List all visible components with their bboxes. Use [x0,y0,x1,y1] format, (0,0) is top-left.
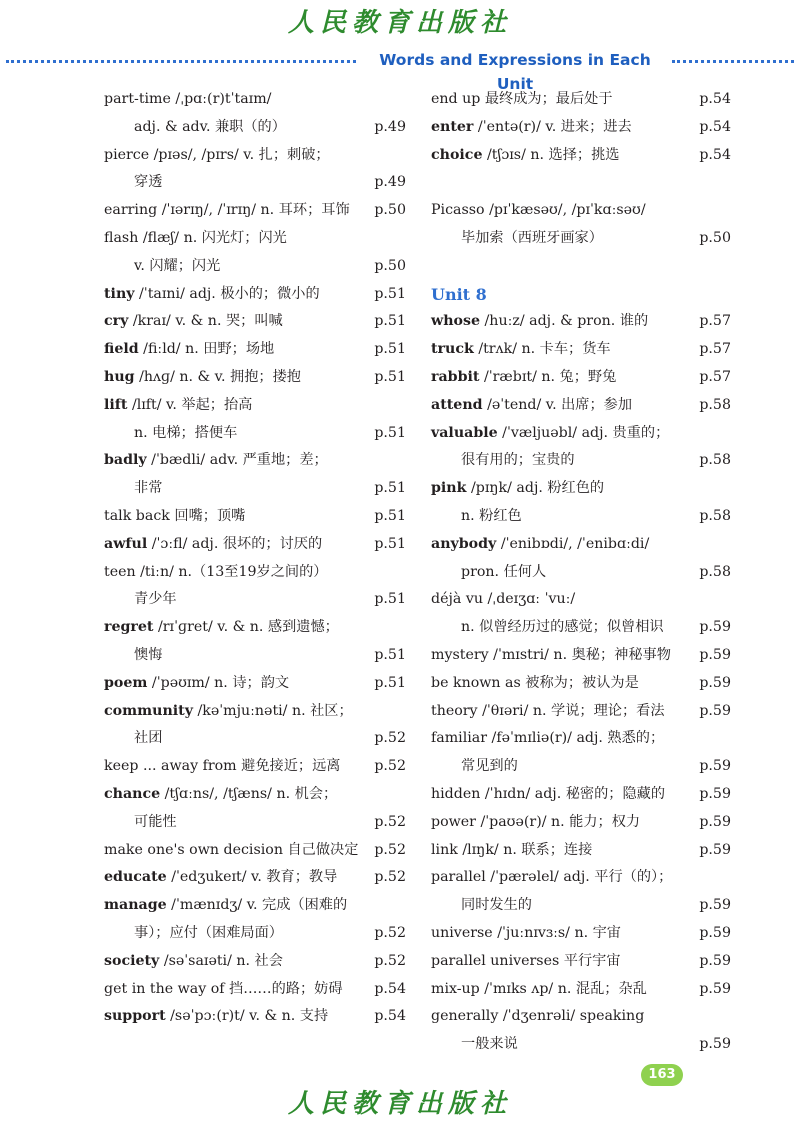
spacer [431,169,731,197]
entry-text [104,531,322,559]
vocab-entry [431,837,731,865]
entry-headword: field [104,341,139,358]
entry-detail: /lɪft/ v. 举起；抬高 [127,396,253,413]
entry-headword: truck [431,341,474,358]
entry-detail: /ˈtaɪni/ adj. 极小的；微小的 [134,285,320,302]
entry-headword: part-time [104,91,171,107]
entry-detail: /ˈθɪəri/ n. 学说；理论；看法 [477,702,665,719]
entry-headword: make one's own decision [104,841,283,858]
entry-definition: 常见到的 [461,758,518,775]
entry-headword: déjà vu [431,591,483,608]
entry-headword: end up [431,91,481,107]
entry-headword: pink [431,480,467,497]
entry-definition: n. 粉红色 [461,507,522,524]
entry-page-ref: p.59 [699,952,731,969]
entry-headword: theory [431,702,478,719]
entry-page-ref: p.52 [374,924,406,941]
vocab-entry [431,336,731,364]
vocab-entry [431,670,731,698]
entry-text [104,614,339,642]
entry-detail: /səˈpɔː(r)t/ v. & n. 支持 [165,1008,329,1025]
entry-headword: pierce [104,146,150,163]
entry-detail: /ˈɔːfl/ adj. 很坏的；讨厌的 [147,535,323,552]
entry-headword: valuable [431,424,498,441]
entry-detail: /ˈmænɪdʒ/ v. 完成（困难的 [166,897,348,914]
entry-headword: badly [104,452,147,469]
vocab-entry [431,864,731,892]
entry-text [431,308,648,336]
entry-definition: adj. & adv. 兼职（的） [134,118,286,135]
entry-detail: /ˈmɪstri/ n. 奥秘；神秘事物 [488,646,671,663]
entry-continuation [104,169,406,197]
vocab-entry [104,753,406,781]
vocab-entry [431,725,731,753]
vocab-entry [431,420,731,448]
vocab-entry [104,86,406,114]
entry-headword: regret [104,619,154,636]
entry-text [431,920,621,948]
entry-page-ref: p.51 [374,674,406,691]
entry-headword: support [104,1008,166,1025]
entry-text [431,531,649,559]
entry-continuation [104,475,406,503]
entry-text [104,447,328,475]
entry-text [104,670,289,698]
entry-detail: 被称为；被认为是 [520,674,639,691]
entry-definition: 一般来说 [461,1036,518,1053]
entry-text [104,225,287,253]
entry-detail: /tiːn/ n.（13至19岁之间的） [135,563,328,580]
vocab-entry [104,892,406,920]
entry-text [431,142,619,170]
entry-page-ref: p.59 [699,924,731,941]
vocab-entry [104,142,406,170]
entry-detail: /kəˈmjuːnəti/ n. 社区； [192,702,353,719]
entry-headword: be known as [431,674,521,691]
entry-page-ref: p.57 [699,368,731,385]
vocab-entry [104,864,406,892]
entry-headword: power [431,813,476,830]
entry-headword: society [104,952,160,969]
entry-page-ref: p.52 [374,758,406,775]
entry-headword: keep ... away from [104,758,237,775]
entry-headword: whose [431,313,481,330]
entry-page-ref: p.59 [699,674,731,691]
entry-text [104,142,330,170]
entry-detail: /ˈpærəlel/ adj. 平行（的）； [485,869,673,886]
entry-page-ref: p.49 [374,174,406,191]
entry-text [104,892,347,920]
entry-headword: mystery [431,646,489,663]
entry-detail: 避免接近；远离 [236,758,341,775]
vocab-entry [431,948,731,976]
vocab-entry [431,364,731,392]
entry-text [431,197,646,225]
entry-headword: educate [104,869,167,886]
entry-page-ref: p.51 [374,368,406,385]
entry-detail: /pɪəs/, /pɪrs/ v. 扎；刺破； [149,146,330,163]
entry-page-ref: p.58 [699,396,731,413]
entry-definition: v. 闪耀；闪光 [134,257,221,274]
entry-page-ref: p.54 [374,980,406,997]
vocab-entry [431,114,731,142]
entry-text [431,364,616,392]
entry-page-ref: p.52 [374,730,406,747]
vocab-entry [431,197,731,225]
vocab-entry [104,503,406,531]
vocab-entry [104,392,406,420]
entry-headword: mix-up [431,980,480,997]
entry-detail: /ˈɪərɪŋ/, /ˈɪrɪŋ/ n. 耳环；耳饰 [157,202,350,219]
vocab-entry [104,559,406,587]
entry-definition: 同时发生的 [461,897,532,914]
entry-headword: teen [104,563,136,580]
entry-continuation [104,642,406,670]
entry-page-ref: p.59 [699,813,731,830]
entry-page-ref: p.54 [699,146,731,163]
dotted-rule-right [672,60,794,63]
entry-continuation [104,725,406,753]
entry-detail: /pɪˈkæsəʊ/, /pɪˈkɑːsəʊ/ [484,202,646,219]
entry-detail: /fiːld/ n. 田野；场地 [138,341,275,358]
entry-headword: anybody [431,535,497,552]
publisher-logo-top: 人民教育出版社 [287,8,512,38]
entry-page-ref: p.49 [374,118,406,135]
entry-page-ref: p.59 [699,841,731,858]
vocab-entry [431,781,731,809]
entry-page-ref: p.54 [699,91,731,107]
entry-page-ref: p.58 [699,507,731,524]
entry-detail: /ˈvæljuəbl/ adj. 贵重的； [497,424,670,441]
entry-text [431,336,611,364]
entry-text [431,86,613,114]
vocab-entry [431,920,731,948]
entry-page-ref: p.51 [374,424,406,441]
unit-title: Unit 8 [431,284,487,304]
entry-continuation [104,420,406,448]
entry-text [104,559,327,587]
entry-headword: link [431,841,458,858]
vocab-entry [104,531,406,559]
entry-text [431,642,671,670]
vocab-entry [431,698,731,726]
entry-page-ref: p.51 [374,480,406,497]
entry-page-ref: p.51 [374,591,406,608]
entry-definition: n. 似曾经历过的感觉；似曾相识 [461,619,664,636]
entry-text [104,281,320,309]
entry-headword: familiar [431,730,488,747]
entry-continuation [431,892,731,920]
vocab-entry [431,976,731,1004]
right-column [431,86,731,1059]
entry-detail: /ˈenibɒdi/, /ˈenibɑːdi/ [496,535,650,552]
entry-detail: /ˈpaʊə(r)/ n. 能力；权力 [475,813,641,830]
entry-text [104,336,274,364]
entry-detail: /trʌk/ n. 卡车；货车 [473,341,611,358]
entry-page-ref: p.58 [699,563,731,580]
entry-headword: hug [104,368,135,385]
entry-headword: tiny [104,285,135,302]
entry-detail: /tʃɔɪs/ n. 选择；挑选 [482,146,620,163]
entry-definition: 毕加索（西班牙画家） [461,229,603,246]
entry-text [104,1003,328,1031]
entry-headword: universe [431,924,493,941]
entry-headword: enter [431,118,474,135]
entry-text [104,948,283,976]
entry-detail: /səˈsaɪəti/ n. 社会 [159,952,283,969]
entry-detail: /hʌɡ/ n. & v. 拥抱；搂抱 [134,368,301,385]
entry-headword: choice [431,146,483,163]
vocab-entry [104,976,406,1004]
entry-page-ref: p.50 [374,202,406,219]
vocab-entry [431,1003,731,1031]
entry-continuation [104,920,406,948]
entry-detail: /ˌdeɪʒɑː ˈvuː/ [483,591,576,608]
entry-detail: 自己做决定 [282,841,359,858]
left-column [104,86,406,1031]
entry-text [431,475,604,503]
entry-detail: /ˈedʒukeɪt/ v. 教育；教导 [166,869,338,886]
vocab-entry [431,531,731,559]
section-header [0,48,800,93]
entry-page-ref: p.57 [699,341,731,358]
entry-continuation [104,586,406,614]
vocab-entry [104,670,406,698]
entry-detail: /ˈentə(r)/ v. 进来；进去 [473,118,632,135]
entry-headword: earring [104,202,158,219]
entry-text [431,392,632,420]
entry-page-ref: p.54 [699,118,731,135]
entry-headword: lift [104,396,128,413]
entry-page-ref: p.52 [374,841,406,858]
entry-text [431,864,672,892]
entry-detail: /ˈmɪks ʌp/ n. 混乱；杂乱 [479,980,647,997]
entry-text [104,837,358,865]
entry-headword: chance [104,785,161,802]
entry-page-ref: p.52 [374,869,406,886]
entry-definition: 青少年 [134,591,177,608]
entry-detail: /ˈdʒenrəli/ speaking [498,1008,645,1025]
vocab-entry [104,197,406,225]
entry-text [431,670,639,698]
vocab-entry [104,614,406,642]
entry-text [431,781,665,809]
entry-page-ref: p.51 [374,646,406,663]
entry-headword: parallel [431,869,486,886]
dotted-rule-left [6,60,356,63]
entry-text [431,725,664,753]
publisher-logo-bottom: 人民教育出版社 [287,1089,512,1119]
entry-continuation [431,503,731,531]
entry-text [431,698,665,726]
entry-detail: 挡……的路；妨碍 [224,980,343,997]
entry-page-ref: p.54 [374,1008,406,1025]
entry-page-ref: p.51 [374,507,406,524]
entry-headword: community [104,702,193,719]
vocab-entry [431,392,731,420]
entry-page-ref: p.52 [374,952,406,969]
entry-text [104,392,252,420]
entry-definition: 社团 [134,730,163,747]
entry-page-ref: p.51 [374,341,406,358]
entry-continuation [431,447,731,475]
entry-text [431,1003,644,1031]
entry-headword: awful [104,535,148,552]
entry-detail: /rɪˈɡret/ v. & n. 感到遗憾； [153,619,339,636]
unit-heading [431,281,731,309]
vocab-entry [431,586,731,614]
spacer [431,253,731,281]
entry-detail: /huːz/ adj. & pron. 谁的 [480,313,649,330]
entry-text [104,753,340,781]
entry-continuation [431,559,731,587]
entry-page-ref: p.58 [699,452,731,469]
entry-detail: 最终成为；最后处于 [480,91,613,107]
vocab-entry [104,225,406,253]
entry-headword: cry [104,313,129,330]
entry-definition: 穿透 [134,174,163,191]
entry-text [431,948,621,976]
vocab-entry [104,948,406,976]
entry-text [104,197,350,225]
entry-detail: /ˈpəʊɪm/ n. 诗；韵文 [147,674,290,691]
entry-detail: /kraɪ/ v. & n. 哭；叫喊 [128,313,283,330]
entry-page-ref: p.57 [699,313,731,330]
entry-text [431,114,632,142]
entry-text [104,308,283,336]
vocab-entry [104,308,406,336]
entry-detail: /əˈtend/ v. 出席；参加 [482,396,633,413]
entry-page-ref: p.51 [374,285,406,302]
vocab-entry [431,142,731,170]
entry-headword: get in the way of [104,980,225,997]
vocab-entry [431,475,731,503]
entry-definition: pron. 任何人 [461,563,547,580]
entry-headword: talk back [104,507,170,524]
entry-page-ref: p.59 [699,758,731,775]
entry-continuation [431,614,731,642]
entry-text [104,976,343,1004]
entry-detail: /ˈjuːnɪvɜːs/ n. 宇宙 [492,924,621,941]
entry-headword: manage [104,897,167,914]
entry-definition: 很有用的；宝贵的 [461,452,575,469]
vocab-entry [431,308,731,336]
entry-page-ref: p.50 [374,257,406,274]
entry-detail: /fəˈmɪliə(r)/ adj. 熟悉的； [487,730,665,747]
entry-headword: poem [104,674,148,691]
entry-page-ref: p.51 [374,313,406,330]
entry-page-ref: p.52 [374,813,406,830]
vocab-entry [104,447,406,475]
entry-page-ref: p.59 [699,646,731,663]
entry-text [431,976,647,1004]
entry-definition: 懊悔 [134,646,163,663]
vocab-entry [104,837,406,865]
entry-text [431,420,669,448]
entry-detail: /ˈbædli/ adv. 严重地；差； [146,452,328,469]
entry-page-ref: p.59 [699,702,731,719]
entry-detail: /ˈræbɪt/ n. 兔；野兔 [479,368,617,385]
entry-page-ref: p.59 [699,785,731,802]
entry-text [431,586,575,614]
entry-continuation [104,114,406,142]
entry-text [104,86,271,114]
entry-headword: attend [431,396,483,413]
entry-detail: /flæʃ/ n. 闪光灯；闪光 [138,229,287,246]
entry-continuation [104,809,406,837]
entry-detail: /lɪŋk/ n. 联系；连接 [457,841,593,858]
entry-continuation [431,753,731,781]
entry-page-ref: p.50 [699,229,731,246]
entry-continuation [431,225,731,253]
page-number-badge: 163 [641,1064,683,1086]
vocab-entry [431,809,731,837]
entry-detail: /tʃɑːns/, /tʃæns/ n. 机会； [160,785,338,802]
entry-headword: hidden [431,785,481,802]
entry-headword: parallel universes [431,952,560,969]
vocab-entry [104,781,406,809]
entry-definition: 可能性 [134,813,177,830]
vocab-entry [104,281,406,309]
vocab-entry [104,1003,406,1031]
entry-page-ref: p.51 [374,535,406,552]
entry-page-ref: p.59 [699,897,731,914]
entry-text [104,864,337,892]
entry-detail: 平行宇宙 [559,952,621,969]
entry-detail: /ˈhɪdn/ adj. 秘密的；隐藏的 [480,785,666,802]
entry-text [431,809,640,837]
entry-headword: generally [431,1008,499,1025]
entry-text [431,837,592,865]
vocab-entry [104,698,406,726]
entry-page-ref: p.59 [699,619,731,636]
vocab-entry [431,86,731,114]
entry-definition: n. 电梯；搭便车 [134,424,238,441]
entry-headword: rabbit [431,368,480,385]
section-title: Words and Expressions in Each Unit [379,51,651,93]
entry-continuation [431,1031,731,1059]
entry-detail: 回嘴；顶嘴 [169,507,246,524]
entry-headword: flash [104,229,139,246]
vocab-entry [104,364,406,392]
entry-detail: /pɪŋk/ adj. 粉红色的 [466,480,605,497]
entry-definition: 事）；应付（困难局面） [134,924,283,941]
vocab-entry [104,336,406,364]
entry-page-ref: p.59 [699,1036,731,1053]
vocab-entry [431,642,731,670]
entry-text [104,698,353,726]
entry-continuation [104,253,406,281]
entry-definition: 非常 [134,480,163,497]
entry-headword: Picasso [431,202,485,219]
entry-page-ref: p.59 [699,980,731,997]
entry-text [104,503,245,531]
entry-text [104,781,337,809]
entry-text [104,364,301,392]
entry-detail: /ˌpɑː(r)tˈtaɪm/ [170,91,272,107]
